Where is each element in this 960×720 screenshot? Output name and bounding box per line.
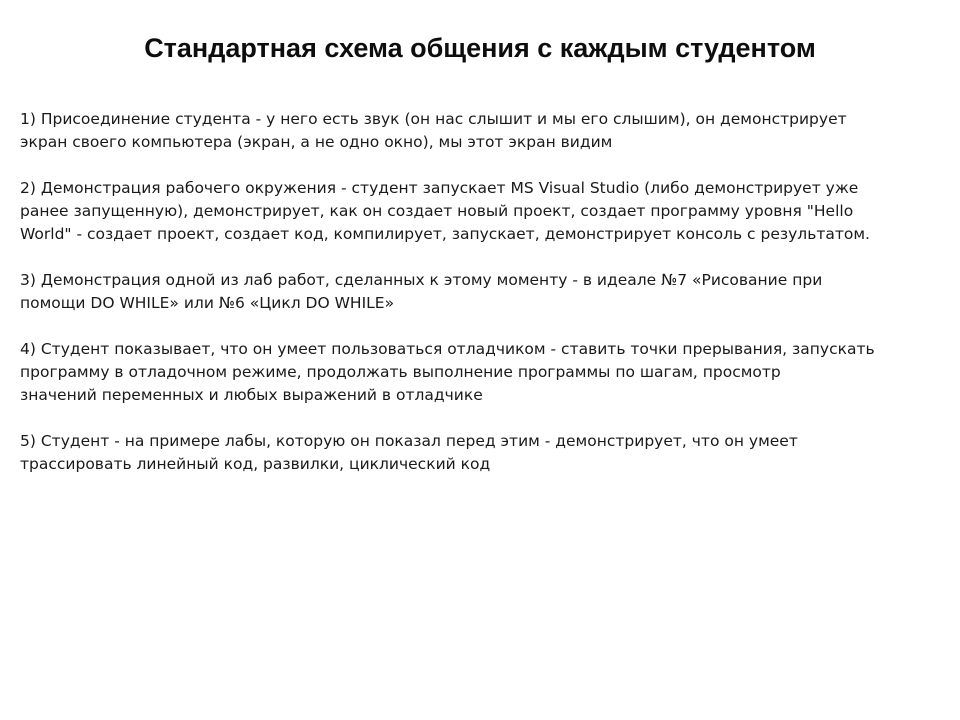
item-2-line-3: World" - создает проект, создает код, компилирует, запускает, демонстрирует консоль с результатом. [20,225,870,243]
item-3-line-1: 3) Демонстрация одной из лаб работ, сделанных к этому моменту - в идеале №7 «Рисование при [20,271,823,289]
list-item-1 [20,108,945,154]
slide-title: Стандартная схема общения с каждым студентом [144,33,816,63]
item-4-line-2: программу в отладочном режиме, продолжать выполнение программы по шагам, просмотр [20,363,781,381]
item-2-line-2: ранее запущенную), демонстрирует, как он создает новый проект, создает программу уровня "Hello [20,202,854,220]
list-item-3 [20,269,945,315]
item-3-line-2: помощи DO WHILE» или №6 «Цикл DO WHILE» [20,294,395,312]
slide-content [20,108,945,499]
item-5-line-2: трассировать линейный код, развилки, циклический код [20,455,491,473]
item-2-line-1: 2) Демонстрация рабочего окружения - студент запускает MS Visual Studio (либо демонстрирует уже [20,179,859,197]
item-4-line-1: 4) Студент показывает, что он умеет пользоваться отладчиком - ставить точки прерывания, запускать [20,340,875,358]
item-5-line-1: 5) Студент - на примере лабы, которую он показал перед этим - демонстрирует, что он умеет [20,432,798,450]
item-1-line-1: 1) Присоединение студента - у него есть звук (он нас слышит и мы его слышим), он демонстрирует [20,110,847,128]
item-4-line-3: значений переменных и любых выражений в отладчике [20,386,483,404]
list-item-4 [20,338,945,407]
item-1-line-2: экран своего компьютера (экран, а не одно окно), мы этот экран видим [20,133,613,151]
list-item-5 [20,430,945,476]
list-item-2 [20,177,945,246]
